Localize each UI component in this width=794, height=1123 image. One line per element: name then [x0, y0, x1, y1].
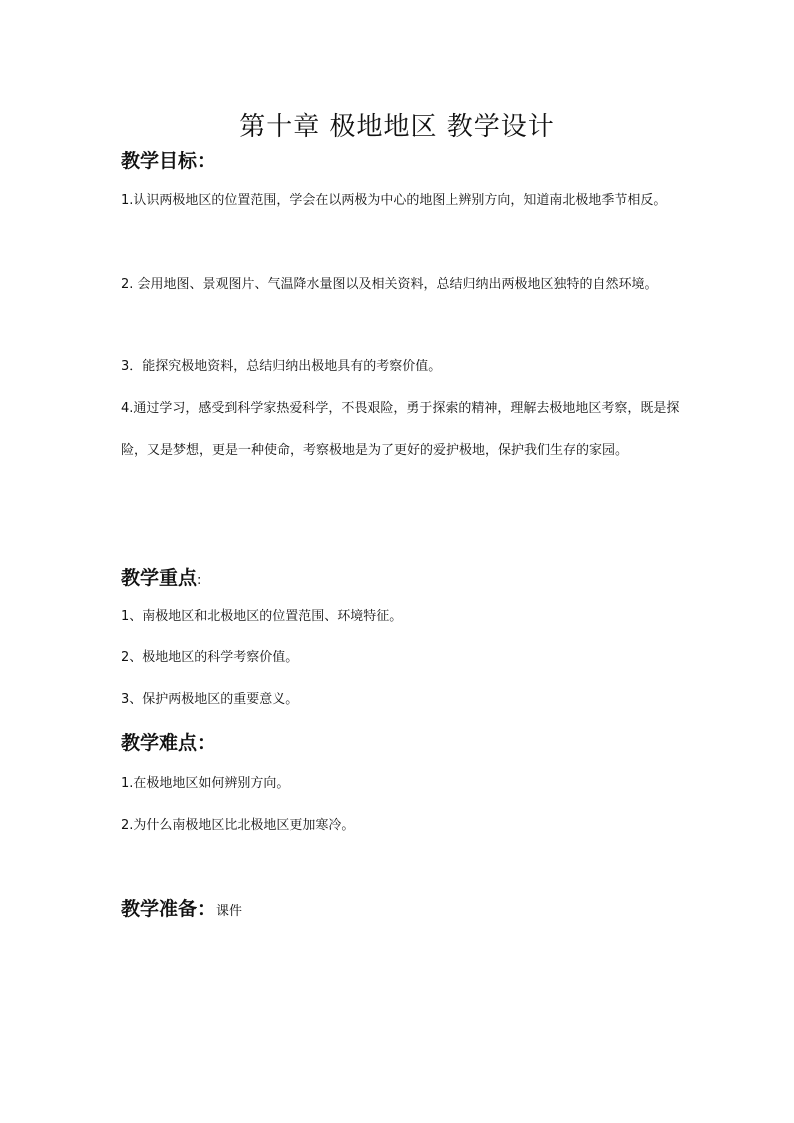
preparation-heading	[121, 898, 242, 923]
page-title: 第十章 极地地区 教学设计	[239, 112, 555, 142]
difficulty-item-1: 1.在极地地区如何辨别方向。	[121, 776, 290, 791]
key-point-item-2: 2、极地地区的科学考察价值。	[121, 650, 299, 665]
key-point-item-1: 1、南极地区和北极地区的位置范围、环境特征。	[121, 609, 403, 624]
objective-item-1: 1.认识两极地区的位置范围，学会在以两极为中心的地图上辨别方向，知道南北极地季节相反。	[121, 193, 667, 208]
key-points-heading	[121, 567, 201, 592]
key-points-heading-suffix: :	[197, 573, 202, 588]
difficulties-heading: 教学难点：	[121, 732, 217, 754]
preparation-heading-text: 教学准备：	[121, 898, 217, 920]
preparation-value: 课件	[216, 904, 243, 919]
objective-item-4: 4.通过学习，感受到科学家热爱科学，不畏艰险，勇于探索的精神，理解去极地地区考察，既是探险，又是梦想，更是一种使命，考察极地是为了更好的爱护极地，保护我们生存的家园。	[121, 401, 680, 458]
objective-item-3: 3．能探究极地资料，总结归纳出极地具有的考察价值。	[121, 359, 442, 374]
objective-item-2: 2. 会用地图、景观图片、气温降水量图以及相关资料，总结归纳出两极地区独特的自然环境。	[121, 277, 658, 292]
objectives-heading: 教学目标：	[121, 150, 217, 172]
key-point-item-3: 3、保护两极地区的重要意义。	[121, 692, 299, 707]
difficulty-item-2: 2.为什么南极地区比北极地区更加寒冷。	[121, 818, 355, 833]
key-points-heading-text: 教学重点	[121, 567, 198, 589]
